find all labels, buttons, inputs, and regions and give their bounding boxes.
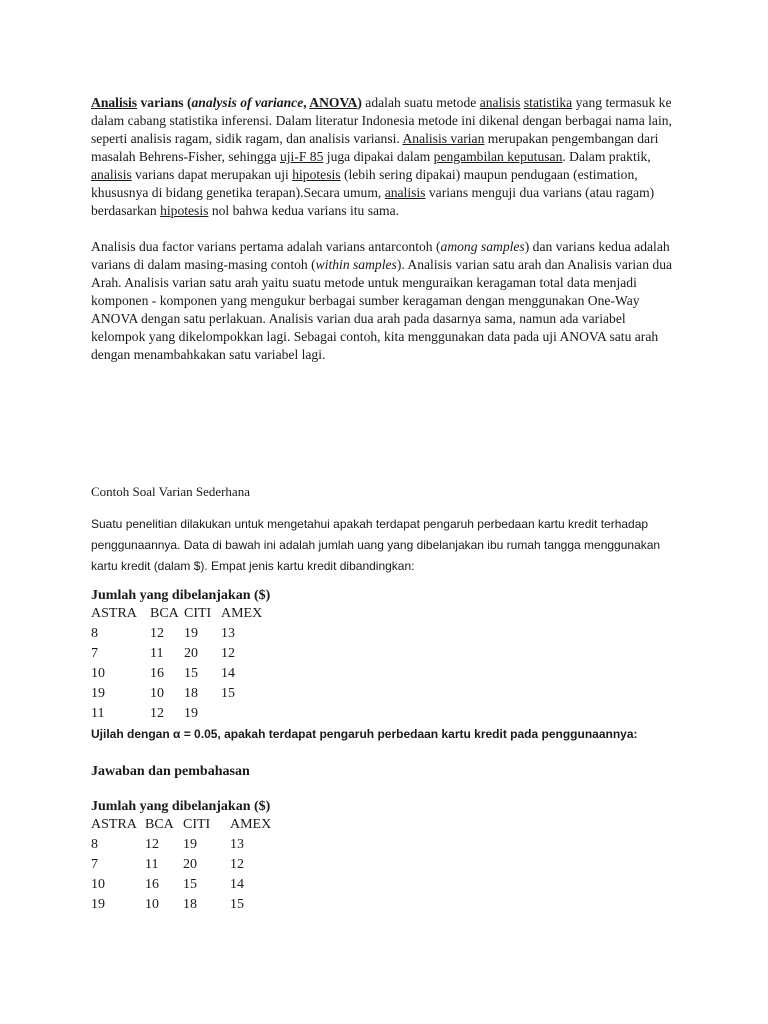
table-header-cell: CITI [184,606,212,621]
table-row [91,835,280,855]
table-header-row [91,604,271,624]
table-cell: 19 [184,626,198,641]
table-2-title: Jumlah yang dibelanjakan ($) [91,799,271,814]
table-row [91,895,280,915]
question-text: Suatu penelitian dilakukan untuk mengetahui apakah terdapat pengaruh perbedaan kartu kredit terhadap penggunaannya. Data di bawah ini adalah jumlah uang yang dibelanjakan ibu rumah tangga menggunakan kartu kredit (dalam $). Empat jenis kartu kredit dibandingkan: [91,517,661,573]
text: Analisis dua factor varians pertama adalah varians antarcontoh ( [91,239,441,254]
data-table-2 [91,799,280,915]
table-row [91,644,271,664]
table-cell: 19 [91,897,105,912]
table-cell: 18 [183,897,197,912]
table-cell: 15 [183,877,197,892]
table-cell: 16 [150,666,164,681]
link-hipotesis-2[interactable]: hipotesis [160,203,209,218]
table-header-cell: BCA [150,606,179,621]
text: (lebih sering dipakai) maupun pendugaan (estimation, khususnya di bidang genetika terapan).Secara umum, [91,167,638,200]
text: ) dan varians kedua adalah varians di dalam masing-masing contoh ( [91,239,670,272]
table-header-row [91,815,280,835]
table-cell: 11 [91,706,105,721]
table-cell: 12 [150,706,164,721]
text: ) [357,95,362,110]
table-cell: 10 [91,666,105,681]
table-cell: 10 [145,897,159,912]
intro-paragraph-2 [91,238,683,364]
table-cell: 10 [91,877,105,892]
table-cell: 13 [221,626,235,641]
table-cell: 7 [91,857,98,872]
table-cell: 19 [91,686,105,701]
document-body [91,94,683,364]
table-row [91,704,271,724]
table-cell: 8 [91,837,98,852]
table-cell: 15 [184,666,198,681]
text: yang termasuk ke dalam cabang statistika inferensi. Dalam literatur Indonesia metode ini dikenal dengan berbagai nama lain, seperti analisis ragam, sidik ragam, dan analisis variansi. [91,95,672,146]
text: varians dapat merupakan uji [131,167,293,182]
table-header-cell: AMEX [230,817,272,832]
section-title: Contoh Soal Varian Sederhana [91,484,250,499]
table-2-grid [91,815,280,915]
table-row [91,855,280,875]
table-1-grid [91,604,271,724]
table-header-cell: BCA [145,817,174,832]
link-anova[interactable]: ANOVA [309,95,358,110]
table-cell: 16 [145,877,159,892]
table-cell: 12 [145,837,159,852]
table-cell: 11 [150,646,164,661]
text: juga dipakai dalam [323,149,434,164]
table-cell [221,704,271,724]
answer-heading: Jawaban dan pembahasan [91,764,250,779]
table-cell: 7 [91,646,98,661]
table-cell: 12 [221,646,235,661]
link-analisis-2[interactable]: analisis [479,95,521,110]
link-pengambilan-keputusan[interactable]: pengambilan keputusan [433,149,563,164]
table-header-cell: AMEX [221,606,263,621]
table-cell: 8 [91,626,98,641]
table-row [91,664,271,684]
table-cell: 15 [230,897,244,912]
test-instruction: Ujilah dengan α = 0.05, apakah terdapat pengaruh perbedaan kartu kredit pada penggunaannya: [91,727,638,741]
table-1-title: Jumlah yang dibelanjakan ($) [91,588,271,603]
text: merupakan pengembangan dari masalah Behrens-Fisher, sehingga [91,131,659,164]
table-cell: 11 [145,857,159,872]
intro-paragraph-1 [91,94,683,220]
link-analisis[interactable]: Analisis [91,95,138,110]
text: among samples [440,239,525,254]
link-statistika[interactable]: statistika [523,95,573,110]
link-analisis-varian[interactable]: Analisis varian [402,131,485,146]
text: , [303,95,310,110]
link-analisis-4[interactable]: analisis [384,185,426,200]
link-uji-f[interactable]: uji-F 85 [279,149,324,164]
table-row [91,624,271,644]
text: within samples [315,257,397,272]
text: varians ( [137,95,192,110]
text: ). Analisis varian satu arah dan Analisis varian dua Arah. Analisis varian satu arah yaitu suatu metode untuk menguraikan keragaman total data menjadi komponen - komponen yang mengukur berbagai sumber keragaman dengan menggunakan One-Way ANOVA dengan satu perlakuan. Analisis varian dua arah pada dasarnya sama, namun ada variabel kelompok yang dikelompokkan lagi. Sebagai contoh, kita menggunakan data pada uji ANOVA satu arah dengan menambahkakan satu variabel lagi. [91,257,673,362]
table-row [91,875,280,895]
table-header-cell: ASTRA [91,606,137,621]
text: analysis of variance [191,95,304,110]
data-table-1 [91,588,271,724]
text: nol bahwa kedua varians itu sama. [208,203,400,218]
table-header-cell: ASTRA [91,817,137,832]
table-cell: 18 [184,686,198,701]
link-analisis-3[interactable]: analisis [91,167,132,182]
table-header-cell: CITI [183,817,211,832]
table-cell: 20 [184,646,198,661]
table-cell: 19 [184,706,198,721]
table-cell: 12 [230,857,244,872]
text: . Dalam praktik, [562,149,651,164]
table-cell: 10 [150,686,164,701]
text: varians menguji dua varians (atau ragam) berdasarkan [91,185,655,218]
table-cell: 14 [221,666,235,681]
text: adalah suatu metode [361,95,480,110]
table-cell: 13 [230,837,244,852]
link-hipotesis[interactable]: hipotesis [292,167,341,182]
table-row [91,684,271,704]
table-cell: 12 [150,626,164,641]
table-cell: 19 [183,837,197,852]
table-cell: 15 [221,686,235,701]
table-cell: 20 [183,857,197,872]
table-cell: 14 [230,877,244,892]
